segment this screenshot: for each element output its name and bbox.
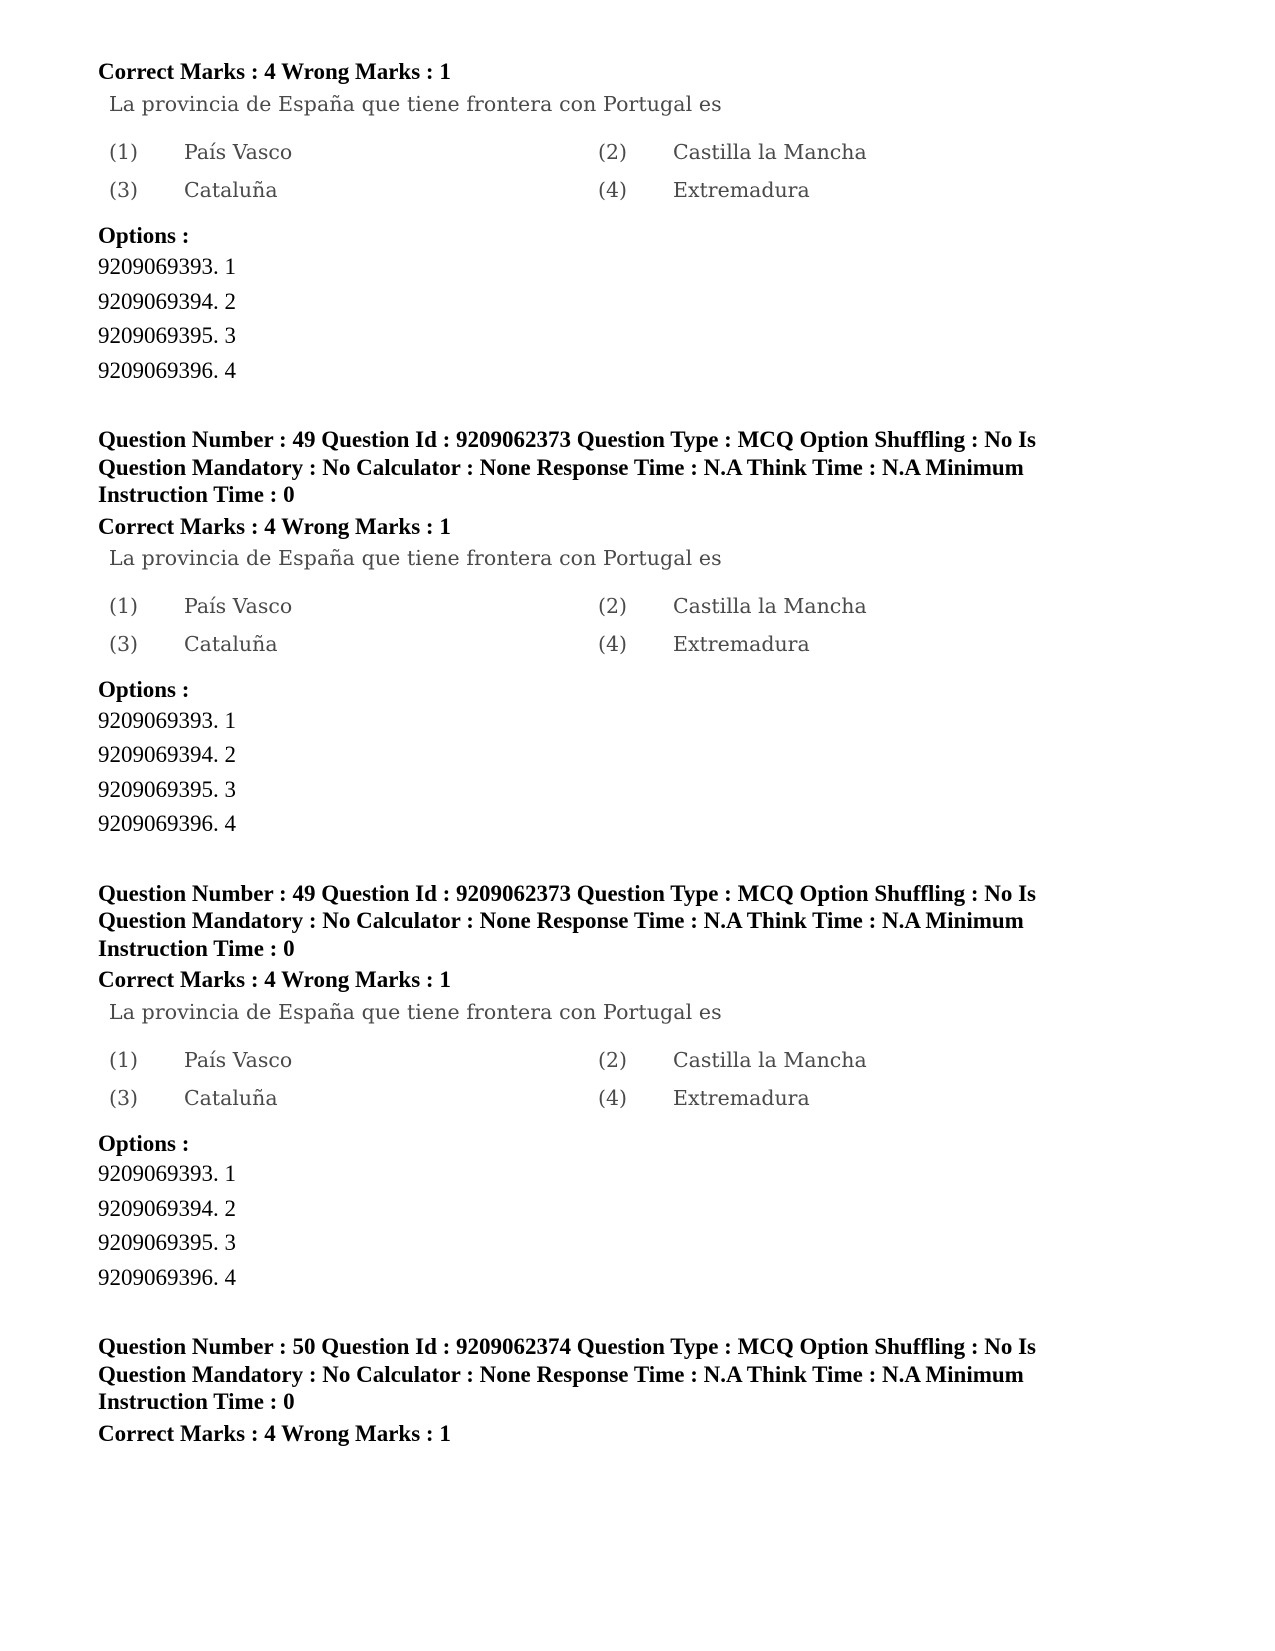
choice-3: (3) Cataluña: [109, 1085, 278, 1110]
question-header-line: Question Mandatory : No Calculator : None Response Time : N.A Think Time : N.A Minimum: [98, 908, 1024, 933]
options-label: Options :: [98, 677, 190, 702]
choice-3: (3) Cataluña: [109, 178, 278, 202]
option-line: 9209069395. 3: [98, 776, 236, 802]
document-page: [98, 58, 1178, 1453]
question-image: [109, 546, 1178, 666]
option-line: 9209069395. 3: [98, 1230, 236, 1255]
question-stem: La provincia de España que tiene frontera con Portugal es: [109, 92, 722, 116]
question-block: [98, 426, 1178, 842]
marks-line: Correct Marks : 4 Wrong Marks : 1: [98, 1420, 451, 1446]
question-header-line: Instruction Time : 0: [98, 1389, 295, 1414]
option-line: 9209069395. 3: [98, 323, 236, 348]
options-label: Options :: [98, 1130, 190, 1156]
options-label: Options :: [98, 223, 190, 248]
question-header-line: Question Mandatory : No Calculator : None Response Time : N.A Think Time : N.A Minimum: [98, 1361, 1024, 1387]
choice-4: (4) Extremadura: [598, 178, 810, 202]
option-line: 9209069393. 1: [98, 254, 236, 279]
question-header-line: Instruction Time : 0: [98, 935, 295, 961]
marks-line: Correct Marks : 4 Wrong Marks : 1: [98, 59, 451, 84]
option-line: 9209069394. 2: [98, 742, 236, 767]
question-image: [109, 1000, 1178, 1120]
option-line: 9209069394. 2: [98, 1195, 236, 1221]
question-header-line: Instruction Time : 0: [98, 482, 295, 507]
question-header-line: Question Mandatory : No Calculator : None Response Time : N.A Think Time : N.A Minimum: [98, 454, 1024, 480]
choice-1: (1) País Vasco: [109, 1047, 293, 1072]
choice-2: (2) Castilla la Mancha: [598, 594, 867, 618]
option-line: 9209069396. 4: [98, 811, 236, 836]
option-line: 9209069394. 2: [98, 288, 236, 314]
choice-2: (2) Castilla la Mancha: [598, 1047, 867, 1072]
choice-2: (2) Castilla la Mancha: [598, 140, 867, 164]
choice-1: (1) País Vasco: [109, 140, 293, 164]
question-header-line: Question Number : 50 Question Id : 9209062374 Question Type : MCQ Option Shuffling : No Is: [98, 1334, 1037, 1359]
option-line: 9209069396. 4: [98, 357, 236, 383]
choice-4: (4) Extremadura: [598, 1085, 810, 1110]
option-line: 9209069396. 4: [98, 1264, 236, 1290]
question-image: [109, 92, 1178, 212]
question-block: [98, 58, 1178, 388]
option-line: 9209069393. 1: [98, 1161, 236, 1186]
question-block: [98, 1333, 1178, 1447]
choice-1: (1) País Vasco: [109, 594, 293, 618]
marks-line: Correct Marks : 4 Wrong Marks : 1: [98, 513, 451, 539]
choice-3: (3) Cataluña: [109, 632, 278, 656]
question-header-line: Question Number : 49 Question Id : 9209062373 Question Type : MCQ Option Shuffling : No Is: [98, 880, 1037, 906]
question-block: [98, 880, 1178, 1296]
question-stem: La provincia de España que tiene frontera con Portugal es: [109, 999, 722, 1024]
question-header-line: Question Number : 49 Question Id : 9209062373 Question Type : MCQ Option Shuffling : No Is: [98, 427, 1037, 452]
marks-line: Correct Marks : 4 Wrong Marks : 1: [98, 967, 451, 992]
option-line: 9209069393. 1: [98, 707, 236, 733]
question-stem: La provincia de España que tiene frontera con Portugal es: [109, 546, 722, 570]
choice-4: (4) Extremadura: [598, 632, 810, 656]
